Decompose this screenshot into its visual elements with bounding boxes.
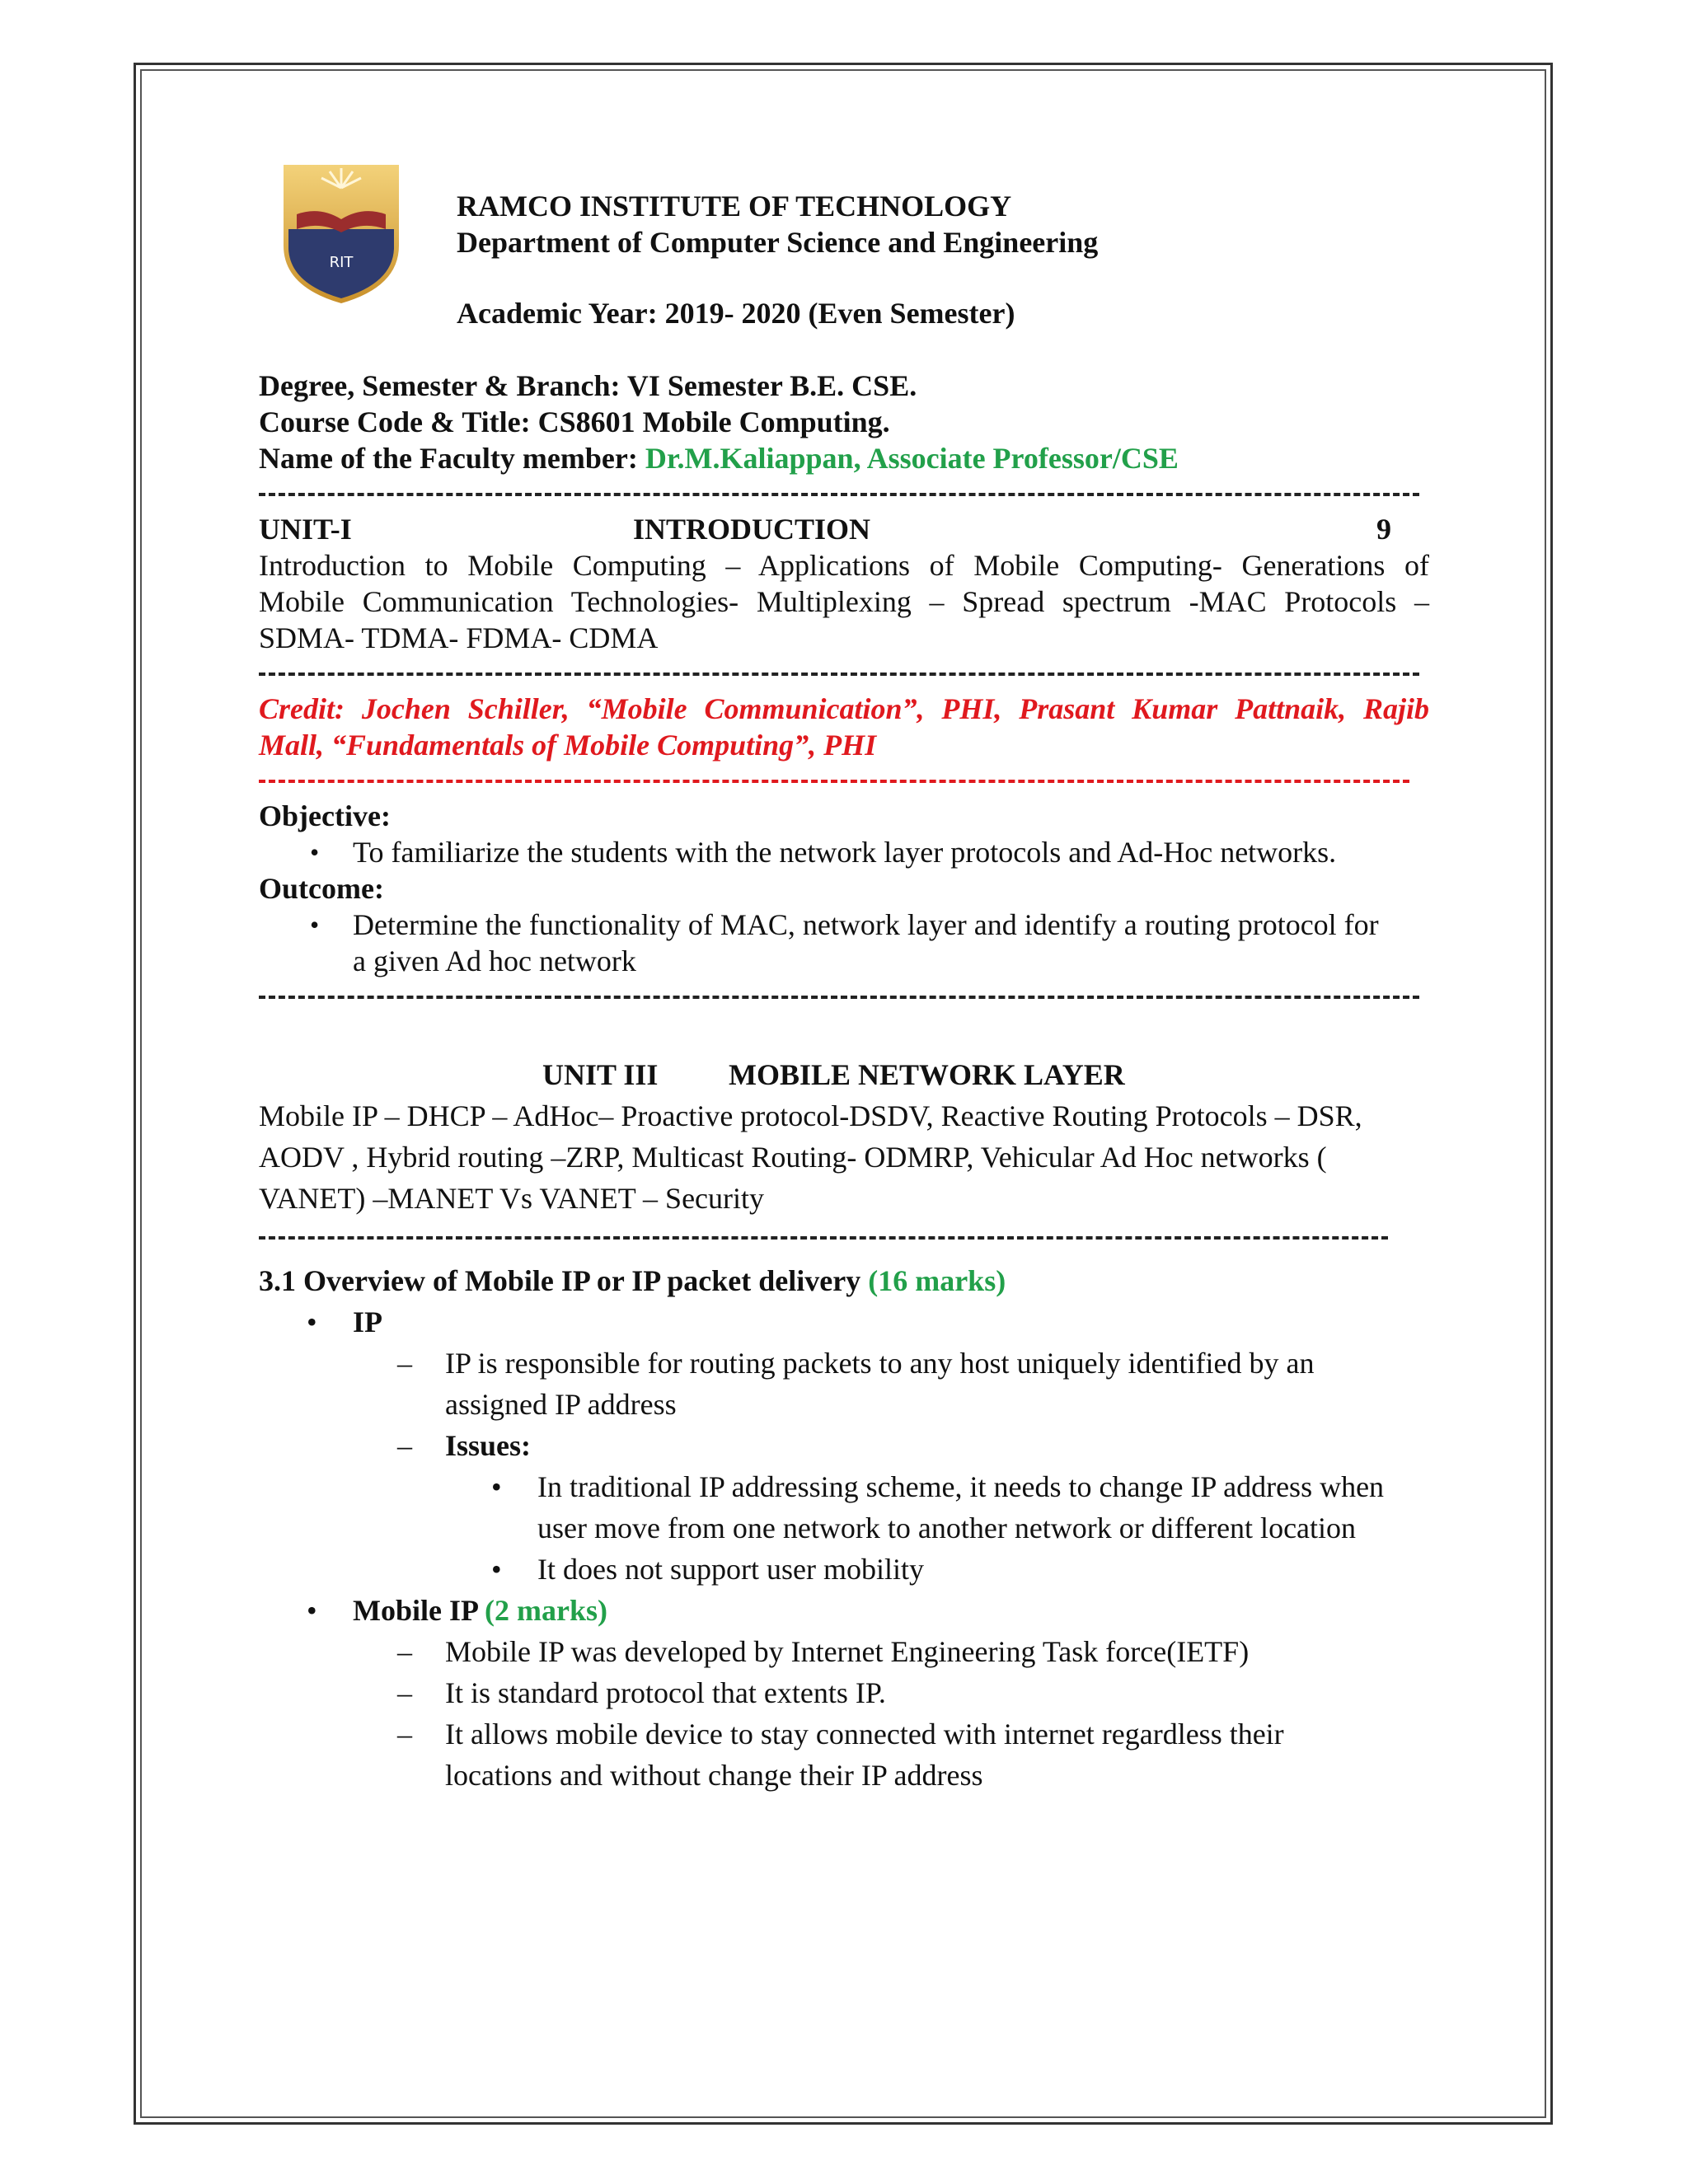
course-line: Course Code & Title: CS8601 Mobile Computing. [259,405,890,438]
credit-line-2: Mall, “Fundamentals of Mobile Computing”, PHI [259,729,877,762]
unit3-syllabus-line-3: VANET) –MANET Vs VANET – Security [259,1182,765,1215]
unit1-hours: 9 [1376,513,1391,546]
divider-red [259,780,1409,783]
faculty-label: Name of the Faculty member: [259,442,638,475]
logo-text: RIT [329,254,354,271]
section-heading [259,1263,1006,1299]
institute-name: RAMCO INSTITUTE OF TECHNOLOGY [457,190,1012,223]
institute-logo [280,163,402,305]
outcome-item-line-1: Determine the functionality of MAC, network layer and identify a routing protocol for [353,908,1379,941]
bullet-icon: • [307,1594,317,1627]
mobile-ip-item-2: It is standard protocol that extents IP. [445,1676,886,1709]
bullet-icon: • [491,1553,502,1586]
issue-1-line-2: user move from one network to another network or different location [537,1511,1357,1544]
dash-icon: – [397,1676,412,1709]
objective-item: To familiarize the students with the network layer protocols and Ad-Hoc networks. [353,836,1337,869]
dash-icon: – [397,1718,412,1750]
outcome-label: Outcome: [259,872,384,905]
mobile-ip-item-3-line-1: It allows mobile device to stay connected with internet regardless their [445,1718,1284,1750]
outcome-item-line-2: a given Ad hoc network [353,944,636,977]
faculty-line [259,440,1179,476]
degree-line: Degree, Semester & Branch: VI Semester B.E. CSE. [259,369,917,402]
divider [259,996,1419,999]
section-marks: (16 marks) [868,1264,1006,1297]
divider [259,673,1419,676]
mobile-ip-heading [353,1592,607,1629]
dash-icon: – [397,1635,412,1668]
unit1-title: INTRODUCTION [633,513,871,546]
academic-year: Academic Year: 2019- 2020 (Even Semester) [457,297,1015,330]
ip-desc-line-2: assigned IP address [445,1388,677,1421]
bullet-icon: • [310,910,320,940]
bullet-icon: • [310,837,320,867]
institute-logo-icon [280,163,402,305]
unit3-label: UNIT III [542,1058,659,1091]
unit3-syllabus-line-2: AODV , Hybrid routing –ZRP, Multicast Routing- ODMRP, Vehicular Ad Hoc networks ( [259,1141,1327,1174]
unit1-label: UNIT-I [259,513,352,546]
unit3-syllabus-line-1: Mobile IP – DHCP – AdHoc– Proactive protocol-DSDV, Reactive Routing Protocols – DSR, [259,1099,1362,1132]
faculty-name: Dr.M.Kaliappan, Associate Professor/CSE [645,442,1179,475]
ip-desc-line-1: IP is responsible for routing packets to any host uniquely identified by an [445,1347,1315,1380]
bullet-icon: • [307,1305,317,1338]
mobile-ip-label: Mobile IP [353,1594,477,1627]
dash-icon: – [397,1347,412,1380]
bullet-icon: • [491,1470,502,1503]
issue-2: It does not support user mobility [537,1553,924,1586]
department-name: Department of Computer Science and Engineering [457,226,1099,259]
objective-label: Objective: [259,799,391,832]
unit1-syllabus-line-3: SDMA- TDMA- FDMA- CDMA [259,621,659,654]
ip-label: IP [353,1305,382,1338]
unit1-syllabus-line-2: Mobile Communication Technologies- Multiplexing – Spread spectrum -MAC Protocols – [259,585,1429,618]
divider [259,493,1419,496]
divider [259,1236,1388,1240]
dash-icon: – [397,1429,412,1462]
unit1-syllabus-line-1: Introduction to Mobile Computing – Applications of Mobile Computing- Generations of [259,549,1429,582]
unit3-title: MOBILE NETWORK LAYER [729,1058,1125,1091]
mobile-ip-item-1: Mobile IP was developed by Internet Engineering Task force(IETF) [445,1635,1250,1668]
mobile-ip-item-3-line-2: locations and without change their IP address [445,1759,983,1792]
section-heading-text: 3.1 Overview of Mobile IP or IP packet delivery [259,1264,861,1297]
mobile-ip-marks: (2 marks) [485,1594,607,1627]
issues-label: Issues: [445,1429,532,1462]
issue-1-line-1: In traditional IP addressing scheme, it needs to change IP address when [537,1470,1385,1503]
credit-line-1: Credit: Jochen Schiller, “Mobile Communication”, PHI, Prasant Kumar Pattnaik, Rajib [259,692,1429,725]
